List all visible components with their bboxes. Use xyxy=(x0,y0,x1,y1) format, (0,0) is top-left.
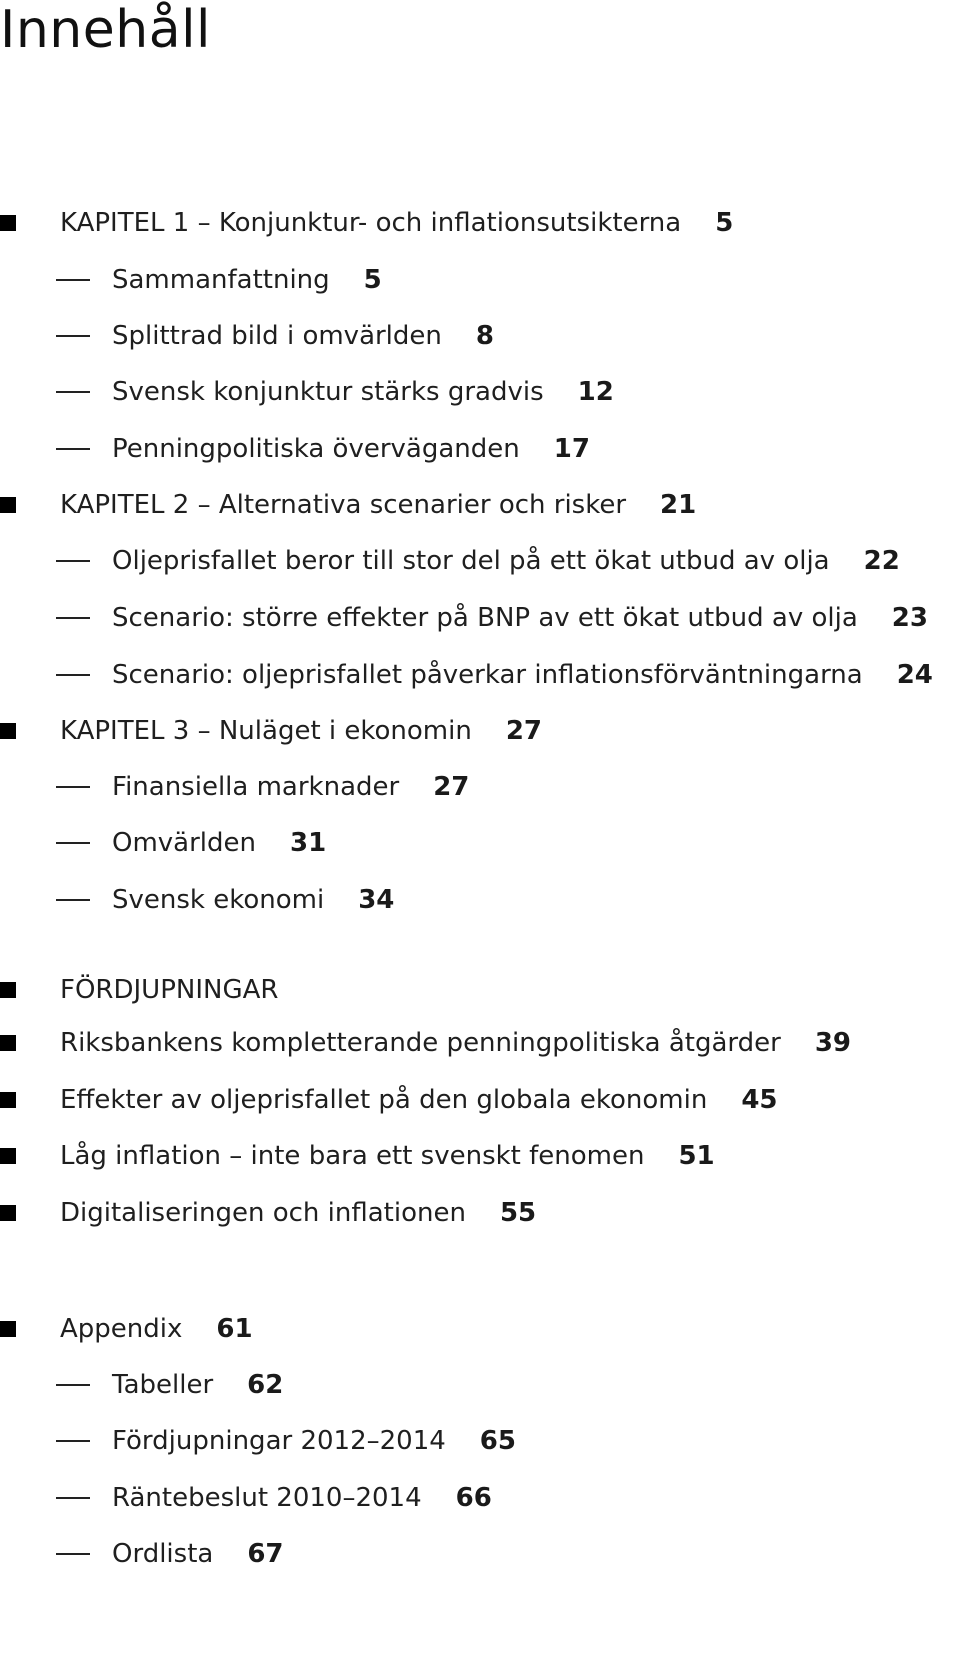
dash-icon xyxy=(56,617,90,619)
toc-entry-label: Finansiella marknader xyxy=(112,772,400,802)
toc-page-number: 61 xyxy=(216,1314,253,1344)
toc-entry-label: Appendix xyxy=(60,1314,183,1344)
toc-page-number: 8 xyxy=(475,321,494,351)
toc-article[interactable] xyxy=(0,1193,536,1233)
square-bullet-icon xyxy=(0,215,16,231)
toc-subentry[interactable] xyxy=(56,1421,516,1461)
toc-page-number: 45 xyxy=(741,1085,778,1115)
dash-icon xyxy=(56,560,90,562)
toc-subentry[interactable] xyxy=(56,541,900,581)
page-title: Innehåll xyxy=(0,0,211,60)
toc-page-number: 27 xyxy=(505,716,543,746)
dash-icon xyxy=(56,448,90,450)
toc-page-number: 66 xyxy=(455,1483,492,1513)
square-bullet-icon xyxy=(0,982,16,998)
toc-subentry[interactable] xyxy=(56,598,928,638)
dash-icon xyxy=(56,1497,90,1499)
toc-section-fordjupningar[interactable] xyxy=(0,970,278,1010)
toc-page-number: 22 xyxy=(863,546,900,576)
toc-page-number: 31 xyxy=(290,828,327,858)
toc-entry-label: Svensk ekonomi xyxy=(112,885,325,915)
dash-icon xyxy=(56,786,90,788)
toc-entry-label: KAPITEL 1 – Konjunktur- och inflationsutsikterna xyxy=(60,208,682,238)
square-bullet-icon xyxy=(0,723,16,739)
toc-entry-label: Splittrad bild i omvärlden xyxy=(112,321,442,351)
toc-subentry[interactable] xyxy=(56,823,326,863)
toc-entry-label: Fördjupningar 2012–2014 xyxy=(112,1426,446,1456)
toc-entry-label: KAPITEL 2 – Alternativa scenarier och risker xyxy=(60,490,627,520)
toc-page-number: 51 xyxy=(678,1141,715,1171)
toc-entry-label: KAPITEL 3 – Nuläget i ekonomin xyxy=(60,716,472,746)
toc-page-number: 5 xyxy=(715,208,734,238)
toc-page-number: 21 xyxy=(660,490,697,520)
toc-entry-label: Räntebeslut 2010–2014 xyxy=(112,1483,422,1513)
toc-appendix[interactable] xyxy=(0,1309,253,1349)
toc-subentry[interactable] xyxy=(56,1478,492,1518)
toc-page-number: 67 xyxy=(247,1539,284,1569)
toc-entry-label: Ordlista xyxy=(112,1539,214,1569)
toc-page-number: 27 xyxy=(433,772,470,802)
toc-subentry[interactable] xyxy=(56,880,394,920)
dash-icon xyxy=(56,279,90,281)
dash-icon xyxy=(56,1384,90,1386)
dash-icon xyxy=(56,674,90,676)
square-bullet-icon xyxy=(0,1092,16,1108)
dash-icon xyxy=(56,842,90,844)
toc-subentry[interactable] xyxy=(56,655,933,695)
toc-page-number: 17 xyxy=(553,434,590,464)
toc-entry-label: Omvärlden xyxy=(112,828,257,858)
square-bullet-icon xyxy=(0,1321,16,1337)
toc-entry-label: Svensk konjunktur stärks gradvis xyxy=(112,377,544,407)
toc-page-number: 34 xyxy=(358,885,395,915)
square-bullet-icon xyxy=(0,1035,16,1051)
toc-page-number: 24 xyxy=(896,660,933,690)
toc-subentry[interactable] xyxy=(56,1534,284,1574)
toc-entry-label: Oljeprisfallet beror till stor del på ett ökat utbud av olja xyxy=(112,546,830,576)
toc-entry-label: Riksbankens kompletterande penningpolitiska åtgärder xyxy=(60,1028,781,1058)
toc-entry-label: Scenario: större effekter på BNP av ett ökat utbud av olja xyxy=(112,603,858,633)
dash-icon xyxy=(56,335,90,337)
toc-subentry[interactable] xyxy=(56,767,469,807)
toc-entry-label: Tabeller xyxy=(112,1370,214,1400)
toc-subentry[interactable] xyxy=(56,372,614,412)
toc-entry-label: Låg inflation – inte bara ett svenskt fenomen xyxy=(60,1141,645,1171)
toc-page-number: 55 xyxy=(499,1198,537,1228)
toc-article[interactable] xyxy=(0,1080,778,1120)
toc-page-number: 23 xyxy=(891,603,928,633)
toc-chapter-3[interactable] xyxy=(0,711,542,751)
dash-icon xyxy=(56,391,90,393)
toc-page-number: 5 xyxy=(363,265,382,295)
dash-icon xyxy=(56,899,90,901)
toc-page-number: 12 xyxy=(577,377,614,407)
toc-entry-label: Effekter av oljeprisfallet på den globala ekonomin xyxy=(60,1085,708,1115)
toc-page-number: 62 xyxy=(247,1370,284,1400)
square-bullet-icon xyxy=(0,497,16,513)
toc-chapter-2[interactable] xyxy=(0,485,696,525)
toc-entry-label: FÖRDJUPNINGAR xyxy=(60,975,279,1005)
toc-entry-label: Scenario: oljeprisfallet påverkar inflationsförväntningarna xyxy=(112,660,863,690)
toc-entry-label: Sammanfattning xyxy=(112,265,330,295)
toc-page-number: 65 xyxy=(479,1426,516,1456)
toc-entry-label: Digitaliseringen och inflationen xyxy=(60,1198,466,1228)
dash-icon xyxy=(56,1440,90,1442)
toc-page-number: 39 xyxy=(814,1028,852,1058)
toc-subentry[interactable] xyxy=(56,429,590,469)
toc-chapter-1[interactable] xyxy=(0,203,733,243)
toc-subentry[interactable] xyxy=(56,1365,283,1405)
square-bullet-icon xyxy=(0,1205,16,1221)
toc-article[interactable] xyxy=(0,1023,851,1063)
toc-subentry[interactable] xyxy=(56,316,494,356)
toc-entry-label: Penningpolitiska överväganden xyxy=(112,434,520,464)
toc-article[interactable] xyxy=(0,1136,715,1176)
square-bullet-icon xyxy=(0,1148,16,1164)
toc-subentry[interactable] xyxy=(56,260,382,300)
dash-icon xyxy=(56,1553,90,1555)
